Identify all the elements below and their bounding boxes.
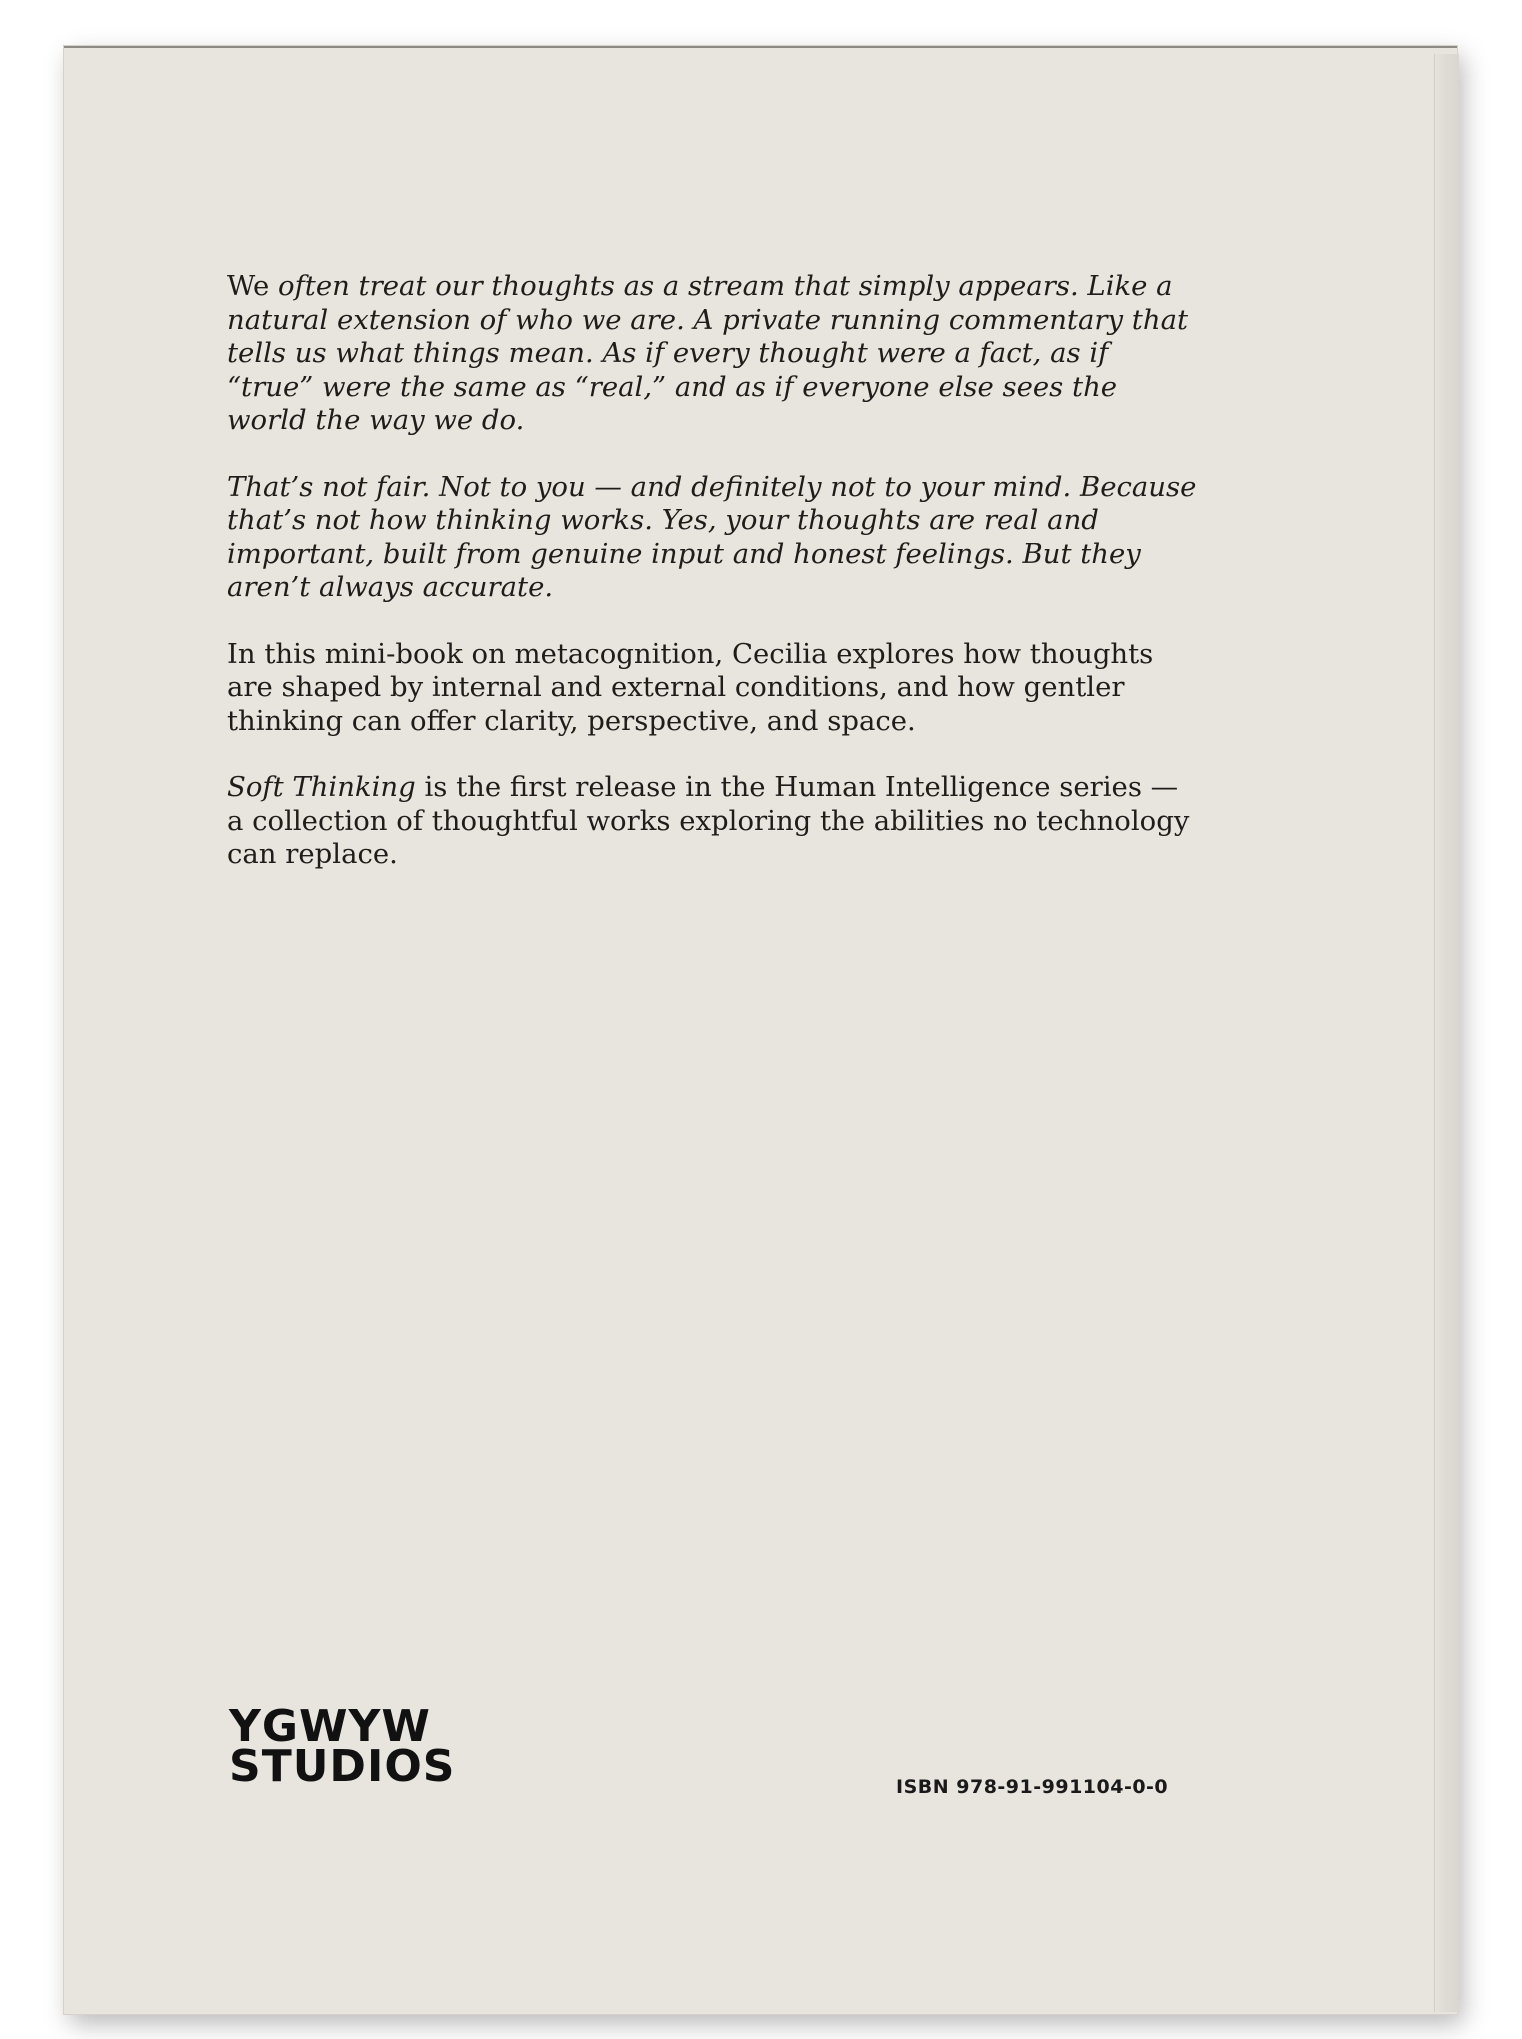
back-cover-blurb [227, 270, 1202, 905]
publisher-logo [229, 1701, 456, 1792]
blurb-paragraph-1 [227, 270, 1202, 438]
blurb-paragraph-3: In this mini-book on metacognition, Cecilia explores how thoughts are shaped by internal and external conditions, and how gentler thinking can offer clarity, perspective, and space. [227, 637, 1154, 737]
publisher-logo-line-2: STUDIOS [229, 1741, 456, 1792]
isbn-number: ISBN 978-91-991104-0-0 [896, 1776, 1169, 1798]
blurb-paragraph-4-text: is the first release in the Human Intelligence series — a collection of thoughtful works exploring the abilities no technology can replace. [227, 771, 1190, 870]
blurb-paragraph-1-text: often treat our thoughts as a stream that simply appears. Like a natural extension of who we are. A private running commentary that tells us what things mean. As if every thought were a fact, as if “true” were the same as “real,” and as if everyone else sees the world the way we do. [227, 270, 1189, 436]
blurb-paragraph-4 [227, 771, 1202, 872]
book-page-edge [1434, 54, 1459, 2012]
publisher-logo-line-1: YGWYW [229, 1701, 431, 1752]
book-title: Soft Thinking [227, 771, 416, 803]
blurb-paragraph-2: That’s not fair. Not to you — and definitely not to your mind. Because that’s not how thinking works. Yes, your thoughts are real and important, built from genuine input and honest feelings. But they aren’t always accurate. [227, 470, 1197, 603]
blurb-paragraph-1-lead: We [227, 270, 279, 302]
